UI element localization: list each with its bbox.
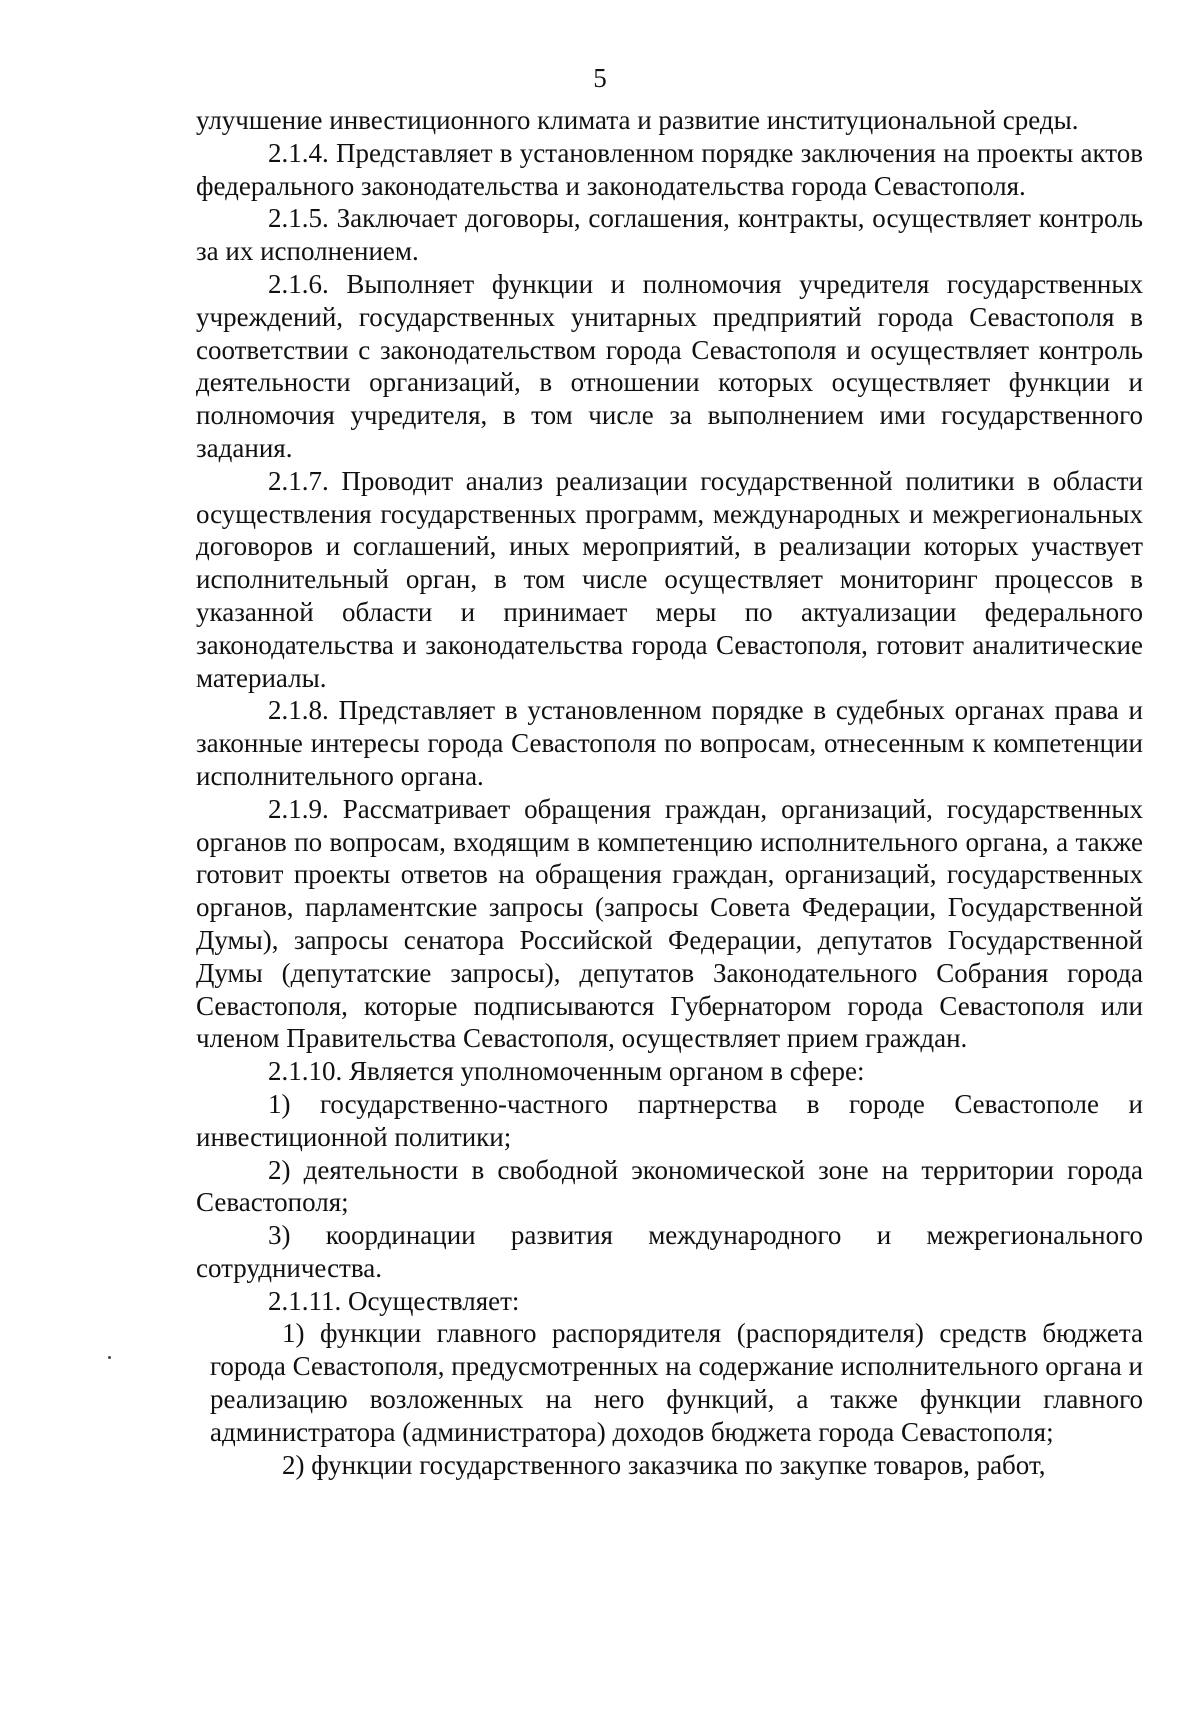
page-number: 5 — [593, 63, 607, 93]
paragraph-2-1-4: 2.1.4. Представляет в установленном порядке заключения на проекты актов федерального законодательства и законодательства города Севастополя. — [196, 137, 1143, 201]
paragraph-2-1-10: 2.1.10. Является уполномоченным органом в сфере: — [268, 1056, 865, 1087]
paragraph-2-1-10-item-1: 1) государственно-частного партнерства в городе Севастополе и инвестиционной политики; — [196, 1088, 1143, 1152]
paragraph-2-1-5: 2.1.5. Заключает договоры, соглашения, контракты, осуществляет контроль за их исполнением. — [196, 203, 1143, 267]
paragraph-2-1-11-list — [196, 1317, 1143, 1481]
paragraph-2-1-10-item-3: 3) координации развития международного и межрегионального сотрудничества. — [196, 1220, 1143, 1283]
paragraph-2-1-6: 2.1.6. Выполняет функции и полномочия учредителя государственных учреждений, государственных унитарных предприятий города Севастополя в соответствии с законодательством города Севастополя и осуществляет контроль деятельности организаций, в отношении которых осуществляет функции и полномочия учредителя, в том числе за выполнением ими государственного задания. — [196, 268, 1143, 463]
paragraph-2-1-11-item-2: 2) функции государственного заказчика по закупке товаров, работ, — [282, 1449, 1046, 1480]
paragraph-2-1-11: 2.1.11. Осуществляет: — [268, 1285, 520, 1316]
paragraph-2-1-8: 2.1.8. Представляет в установленном порядке в судебных органах права и законные интересы города Севастополя по вопросам, отнесенным к компетенции исполнительного органа. — [196, 695, 1143, 791]
paragraph-2-1-7: 2.1.7. Проводит анализ реализации государственной политики в области осуществления государственных программ, международных и межрегиональных договоров и соглашений, иных мероприятий, в реализации которых участвует исполнительный орган, в том числе осуществляет мониторинг процессов в указанной области и принимает меры по актуализации федерального законодательства и законодательства города Севастополя, готовит аналитические материалы. — [196, 465, 1143, 693]
document-body — [196, 104, 1143, 1481]
scan-speck — [108, 1356, 111, 1359]
paragraph-continuation: улучшение инвестиционного климата и развитие институциональной среды. — [196, 105, 1079, 135]
paragraph-2-1-11-item-1: 1) функции главного распорядителя (распорядителя) средств бюджета города Севастополя, предусмотренных на содержание исполнительного органа и реализацию возложенных на него функций, а также функции главного администратора (администратора) доходов бюджета города Севастополя; — [210, 1318, 1143, 1447]
paragraph-2-1-10-item-2: 2) деятельности в свободной экономической зоне на территории города Севастополя; — [196, 1154, 1143, 1218]
paragraph-2-1-9: 2.1.9. Рассматривает обращения граждан, организаций, государственных органов по вопросам, входящим в компетенцию исполнительного органа, а также готовит проекты ответов на обращения граждан, организаций, государственных органов, парламентские запросы (запросы Совета Федерации, Государственной Думы), запросы сенатора Российской Федерации, депутатов Государственной Думы (депутатские запросы), депутатов Законодательного Собрания города Севастополя, которые подписываются Губернатором города Севастополя или членом Правительства Севастополя, осуществляет прием граждан. — [196, 793, 1143, 1054]
